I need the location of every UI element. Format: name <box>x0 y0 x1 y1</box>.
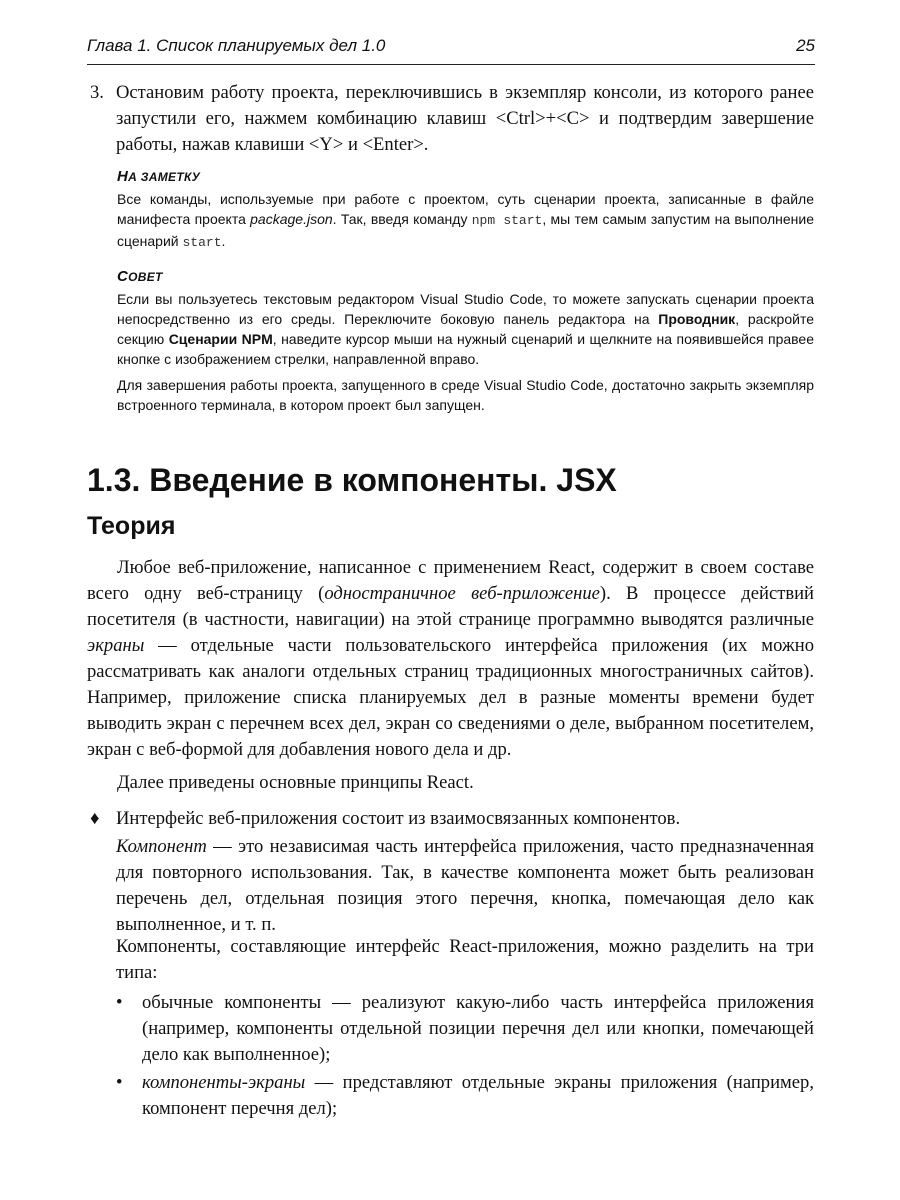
page-number: 25 <box>796 36 815 55</box>
step-text: Остановим работу проекта, переключившись в экземпляр консоли, из которого ранее запустили его, нажмем комбинацию клавиш <Ctrl>+<C> и подтвердим завершение работы, нажав клавиши <Y> и <Enter>. <box>116 82 814 155</box>
principle-bullet-1 <box>87 806 814 832</box>
component-definition: Компонент — это независимая часть интерфейса приложения, часто предназначенная для повторного использования. Так, в качестве компонента может быть реализован перечень дел, отдельная позиция этого перечня, кнопка, помечающая дело как выполненное, и т. п. <box>116 836 814 935</box>
tip-box <box>117 268 814 421</box>
script-code: start <box>182 235 222 250</box>
file-name: package.json <box>250 211 333 227</box>
step-number: 3. <box>90 82 104 103</box>
note-text: Все команды, используемые при работе с проектом, суть сценарии проекта, записанные в файле манифеста проекта package.json. Так, введя команду npm start, мы тем самым запустим на выполнение сценарий start. <box>117 191 814 250</box>
tip-paragraph-1: Если вы пользуетесь текстовым редактором Visual Studio Code, то можете запускать сценарии проекта непосредственно из его среды. Переключите боковую панель редактора на Проводник, раскройте секцию Сценарии NPM, наведите курсор мыши на нужный сценарий и щелкните на появившейся правее кнопке с изображением стрелки, направленной вправо. <box>117 291 815 367</box>
type-item-text: компоненты-экраны — представляют отдельные экраны приложения (например, компонент перечня дел); <box>142 1072 814 1119</box>
type-item-1 <box>116 990 814 1068</box>
term-component: Компонент <box>116 836 207 857</box>
subsection-title: Теория <box>87 512 176 540</box>
running-header <box>87 34 815 65</box>
bullet-dot-icon: • <box>116 992 123 1013</box>
note-title: НА ЗАМЕТКУ <box>117 168 201 185</box>
bullet-dot-icon: • <box>116 1072 123 1093</box>
command-code: npm start <box>471 213 543 228</box>
note-box <box>117 168 814 259</box>
term-screen-components: компоненты-экраны <box>142 1072 306 1093</box>
tip-title: СОВЕТ <box>117 268 163 285</box>
type-item-text: обычные компоненты — реализуют какую-либо часть интерфейса приложения (например, компоненты отдельной позиции перечня дел или кнопки, помечающей дело как выполненное); <box>142 992 814 1065</box>
bullet-text: Интерфейс веб-приложения состоит из взаимосвязанных компонентов. <box>116 808 681 829</box>
tip-paragraph-2: Для завершения работы проекта, запущенного в среде Visual Studio Code, достаточно закрыть экземпляр встроенного терминала, в котором проект был запущен. <box>117 377 814 413</box>
diamond-bullet-icon: ♦ <box>90 808 100 829</box>
npm-scripts-label: Сценарии NPM <box>168 331 273 347</box>
type-item-2 <box>116 1070 814 1122</box>
intro-paragraph: Любое веб-приложение, написанное с применением React, содержит в своем составе всего одну веб-страницу (одностраничное веб-приложение). В процессе действий посетителя (в частности, навигации) на этой странице программно выводятся различные экраны — отдельные части пользовательского интерфейса приложения (их можно рассматривать как аналоги отдельных страниц традиционных многостраничных сайтов). Например, приложение списка планируемых дел в разные моменты времени будет выводить экран с перечнем всех дел, экран со сведениями о деле, выбранном посетителем, экран с веб-формой для добавления нового дела и др. <box>87 557 814 760</box>
numbered-step-3 <box>90 80 814 158</box>
types-intro: Компоненты, составляющие интерфейс React-приложения, можно разделить на три типа: <box>116 936 814 983</box>
principles-intro: Далее приведены основные принципы React. <box>117 772 474 793</box>
explorer-label: Проводник <box>658 311 736 327</box>
chapter-title: Глава 1. Список планируемых дел 1.0 <box>87 36 386 55</box>
section-title: 1.3. Введение в компоненты. JSX <box>87 462 617 498</box>
